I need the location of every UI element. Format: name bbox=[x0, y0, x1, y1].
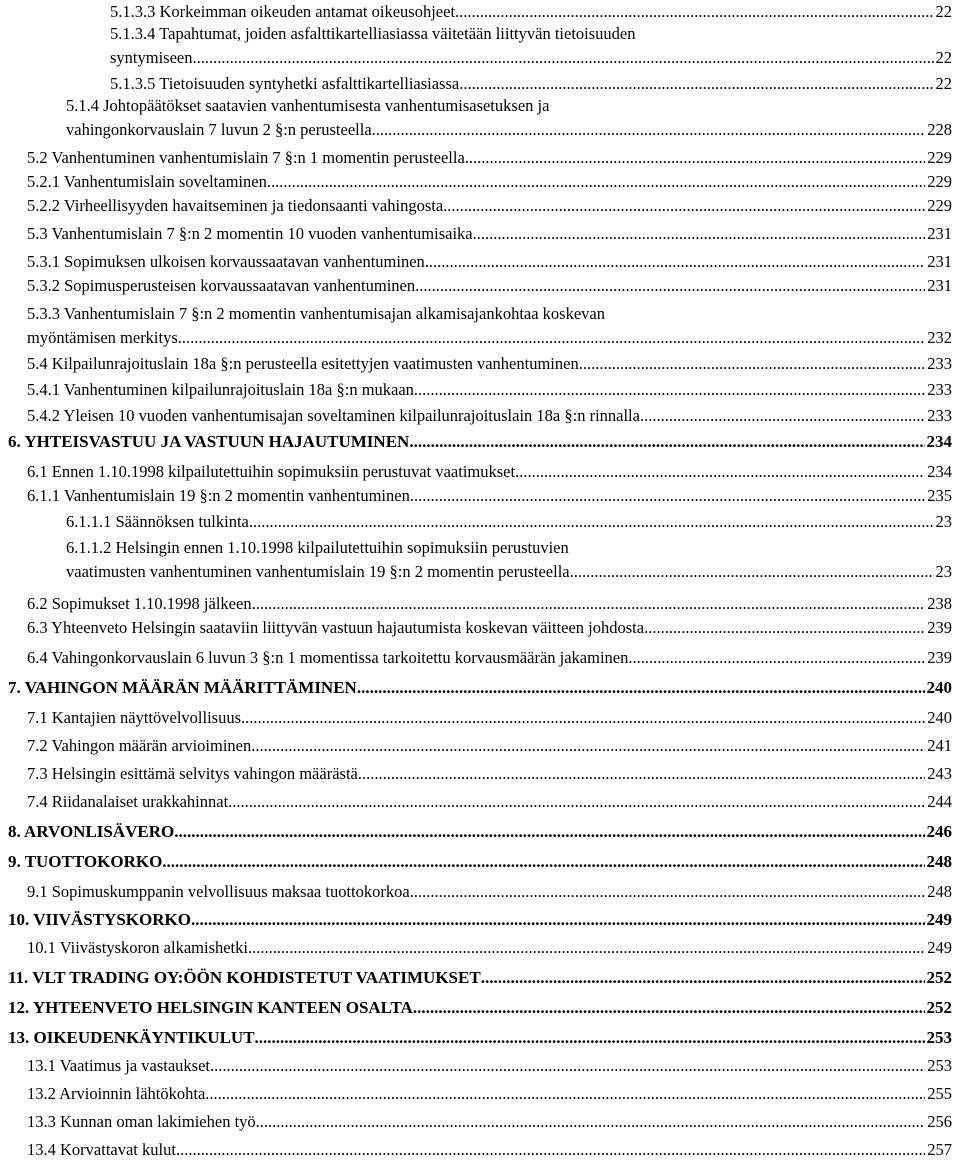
toc-entry[interactable] bbox=[27, 404, 952, 428]
toc-entry-page-number: 249 bbox=[927, 938, 952, 957]
toc-entry-page-number: 248 bbox=[927, 882, 952, 901]
dot-leader bbox=[255, 1026, 925, 1050]
toc-entry-title: 5.1.3.3 Korkeimman oikeuden antamat oikeusohjeet bbox=[110, 2, 456, 21]
toc-entry[interactable] bbox=[27, 378, 952, 402]
dot-leader bbox=[515, 460, 925, 484]
toc-entry[interactable] bbox=[8, 850, 952, 874]
toc-entry-page-number: 231 bbox=[927, 224, 952, 243]
toc-entry-title: 5.3.1 Sopimuksen ulkoisen korvaussaatavan vanhentuminen bbox=[27, 252, 425, 271]
dot-leader bbox=[228, 790, 925, 814]
toc-entry-page-number: 234 bbox=[926, 432, 952, 451]
dot-leader bbox=[210, 1054, 925, 1078]
toc-entry[interactable] bbox=[27, 1054, 952, 1078]
toc-entry-title: 6.1.1 Vanhentumislain 19 §:n 2 momentin vanhentuminen bbox=[27, 486, 410, 505]
toc-entry-title: 6.1 Ennen 1.10.1998 kilpailutettuihin sopimuksiin perustuvat vaatimukset bbox=[27, 462, 516, 481]
toc-entry[interactable] bbox=[27, 1138, 952, 1162]
toc-entry-page-number: 231 bbox=[927, 252, 952, 271]
toc-entry-title: 6.4 Vahingonkorvauslain 6 luvun 3 §:n 1 momentissa tarkoitettu korvausmäärän jakaminen bbox=[27, 648, 629, 667]
dot-leader bbox=[252, 592, 926, 616]
toc-entry-title: 5.4.2 Yleisen 10 vuoden vanhentumisajan soveltaminen kilpailunrajoituslain 18a §:n rinnalla bbox=[27, 406, 640, 425]
dot-leader bbox=[628, 646, 925, 670]
dot-leader bbox=[410, 484, 925, 508]
dot-leader bbox=[372, 118, 926, 142]
dot-leader bbox=[176, 1138, 925, 1162]
dot-leader bbox=[256, 1110, 926, 1134]
toc-entry-page-number: 239 bbox=[927, 618, 952, 637]
toc-entry[interactable] bbox=[66, 94, 952, 142]
toc-entry-title: 13.1 Vaatimus ja vastaukset bbox=[27, 1056, 210, 1075]
toc-entry-title: 5.3.3 Vanhentumislain 7 §:n 2 momentin vanhentumisajan alkamisajankohtaa koskevan bbox=[27, 304, 605, 323]
toc-entry-title: vahingonkorvauslain 7 luvun 2 §:n perusteella bbox=[66, 120, 372, 139]
toc-entry-title: 9. TUOTTOKORKO bbox=[8, 852, 163, 871]
toc-entry-title: 13.4 Korvattavat kulut bbox=[27, 1140, 176, 1159]
toc-entry[interactable] bbox=[8, 996, 952, 1020]
dot-leader bbox=[249, 510, 934, 534]
toc-entry-title: 10.1 Viivästyskoron alkamishetki bbox=[27, 938, 248, 957]
toc-entry[interactable] bbox=[27, 734, 952, 758]
toc-entry[interactable] bbox=[27, 460, 952, 484]
toc-entry[interactable] bbox=[110, 72, 952, 96]
toc-entry-page-number: 238 bbox=[927, 594, 952, 613]
toc-entry-title: 5.4.1 Vanhentuminen kilpailunrajoituslain 18a §:n mukaan bbox=[27, 380, 414, 399]
toc-entry-page-number: 229 bbox=[927, 148, 952, 167]
dot-leader bbox=[357, 676, 925, 700]
toc-entry-page-number: 240 bbox=[926, 678, 952, 697]
toc-entry-title: 13. OIKEUDENKÄYNTIKULUT bbox=[8, 1028, 255, 1047]
toc-entry[interactable] bbox=[66, 510, 952, 534]
toc-entry-title: 11. VLT TRADING OY:ÖÖN KOHDISTETUT VAATIMUKSET bbox=[8, 968, 481, 987]
toc-entry[interactable] bbox=[27, 880, 952, 904]
toc-entry-title: vaatimusten vanhentuminen vanhentumislain 19 §:n 2 momentin perusteella bbox=[66, 562, 570, 581]
dot-leader bbox=[579, 352, 926, 376]
dot-leader bbox=[410, 880, 926, 904]
toc-entry-page-number: 255 bbox=[927, 1084, 952, 1103]
dot-leader bbox=[174, 820, 924, 844]
toc-entry[interactable] bbox=[27, 250, 952, 274]
toc-entry-title: 5.3.2 Sopimusperusteisen korvaussaatavan vanhentuminen bbox=[27, 276, 416, 295]
toc-entry-page-number: 233 bbox=[927, 380, 952, 399]
toc-entry-page-number: 253 bbox=[927, 1056, 952, 1075]
toc-entry-page-number: 23 bbox=[935, 512, 952, 531]
dot-leader bbox=[455, 0, 933, 24]
toc-entry[interactable] bbox=[27, 302, 952, 350]
toc-entry-title: 10. VIIVÄSTYSKORKO bbox=[8, 910, 191, 929]
toc-entry-title: 5.1.4 Johtopäätökset saatavien vanhentumisesta vanhentumisasetuksen ja bbox=[66, 96, 550, 115]
toc-entry-title: 13.3 Kunnan oman lakimiehen työ bbox=[27, 1112, 256, 1131]
toc-entry[interactable] bbox=[27, 484, 952, 508]
toc-entry-page-number: 229 bbox=[927, 196, 952, 215]
dot-leader bbox=[358, 762, 925, 786]
toc-entry-page-number: 241 bbox=[927, 736, 952, 755]
toc-entry-page-number: 234 bbox=[927, 462, 952, 481]
toc-entry[interactable] bbox=[27, 762, 952, 786]
toc-entry-page-number: 23 bbox=[935, 562, 952, 581]
toc-entry-title: 7.1 Kantajien näyttövelvollisuus bbox=[27, 708, 242, 727]
toc-entry[interactable] bbox=[27, 790, 952, 814]
dot-leader bbox=[425, 250, 925, 274]
toc-entry-page-number: 231 bbox=[927, 276, 952, 295]
toc-entry-title: 12. YHTEENVETO HELSINGIN KANTEEN OSALTA bbox=[8, 998, 413, 1017]
toc-entry[interactable] bbox=[110, 0, 952, 24]
toc-entry[interactable] bbox=[27, 222, 952, 246]
toc-entry[interactable] bbox=[27, 274, 952, 298]
toc-entry-page-number: 244 bbox=[927, 792, 952, 811]
toc-entry-page-number: 229 bbox=[927, 172, 952, 191]
dot-leader bbox=[413, 996, 925, 1020]
dot-leader bbox=[205, 1082, 925, 1106]
toc-entry-page-number: 228 bbox=[927, 120, 952, 139]
toc-entry-page-number: 22 bbox=[935, 48, 952, 67]
dot-leader bbox=[465, 146, 925, 170]
dot-leader bbox=[644, 616, 925, 640]
dot-leader bbox=[251, 734, 925, 758]
toc-entry[interactable] bbox=[27, 352, 952, 376]
dot-leader bbox=[191, 908, 925, 932]
toc-entry-page-number: 257 bbox=[927, 1140, 952, 1159]
toc-entry[interactable] bbox=[8, 820, 952, 844]
dot-leader bbox=[162, 850, 924, 874]
toc-entry[interactable] bbox=[27, 646, 952, 670]
toc-entry-page-number: 246 bbox=[926, 822, 952, 841]
toc-entry[interactable] bbox=[27, 1110, 952, 1134]
toc-entry-page-number: 249 bbox=[926, 910, 952, 929]
toc-entry-title: 7.3 Helsingin esittämä selvitys vahingon määrästä bbox=[27, 764, 358, 783]
toc-entry-page-number: 240 bbox=[927, 708, 952, 727]
toc-entry-title: 7.2 Vahingon määrän arvioiminen bbox=[27, 736, 252, 755]
toc-entry-title: 6.2 Sopimukset 1.10.1998 jälkeen bbox=[27, 594, 252, 613]
toc-entry-title: 13.2 Arvioinnin lähtökohta bbox=[27, 1084, 206, 1103]
dot-leader bbox=[267, 170, 925, 194]
dot-leader bbox=[178, 326, 925, 350]
dot-leader bbox=[248, 936, 925, 960]
toc-entry-title: 6.1.1.2 Helsingin ennen 1.10.1998 kilpailutettuihin sopimuksiin perustuvien bbox=[66, 538, 569, 557]
toc-entry-page-number: 233 bbox=[927, 406, 952, 425]
toc-entry[interactable] bbox=[8, 908, 952, 932]
toc-entry-page-number: 22 bbox=[935, 2, 952, 21]
toc-entry[interactable] bbox=[8, 966, 952, 990]
dot-leader bbox=[414, 378, 925, 402]
toc-entry-page-number: 252 bbox=[926, 968, 952, 987]
toc-entry[interactable] bbox=[27, 170, 952, 194]
toc-entry-title: 6. YHTEISVASTUU JA VASTUUN HAJAUTUMINEN bbox=[8, 432, 410, 451]
toc-entry-title: 8. ARVONLISÄVERO bbox=[8, 822, 175, 841]
dot-leader bbox=[415, 274, 925, 298]
dot-leader bbox=[193, 46, 934, 70]
toc-entry[interactable] bbox=[8, 676, 952, 700]
toc-entry-title: 5.1.3.4 Tapahtumat, joiden asfalttikartelliasiassa väitetään liittyvän tietoisuuden bbox=[110, 24, 636, 43]
toc-entry-title: 5.3 Vanhentumislain 7 §:n 2 momentin 10 vuoden vanhentumisaika bbox=[27, 224, 473, 243]
dot-leader bbox=[640, 404, 925, 428]
toc-entry-title: 7.4 Riidanalaiset urakkahinnat bbox=[27, 792, 229, 811]
toc-entry-title: 5.2.2 Virheellisyyden havaitseminen ja tiedonsaanti vahingosta bbox=[27, 196, 444, 215]
toc-entry-title: 5.2.1 Vanhentumislain soveltaminen bbox=[27, 172, 267, 191]
toc-entry-title: myöntämisen merkitys bbox=[27, 328, 178, 347]
toc-entry-page-number: 235 bbox=[927, 486, 952, 505]
toc-entry[interactable] bbox=[27, 146, 952, 170]
dot-leader bbox=[473, 222, 926, 246]
toc-entry[interactable] bbox=[8, 1026, 952, 1050]
toc-entry-page-number: 256 bbox=[927, 1112, 952, 1131]
toc-entry-title: 6.3 Yhteenveto Helsingin saataviin liittyvän vastuun hajautumista koskevan väitteen johdosta bbox=[27, 618, 645, 637]
toc-entry-title: 5.4 Kilpailunrajoituslain 18a §:n perusteella esitettyjen vaatimusten vanhentuminen bbox=[27, 354, 579, 373]
dot-leader bbox=[459, 72, 933, 96]
dot-leader bbox=[570, 560, 934, 584]
toc-entry-title: 5.2 Vanhentuminen vanhentumislain 7 §:n 1 momentin perusteella bbox=[27, 148, 465, 167]
toc-entry-page-number: 253 bbox=[926, 1028, 952, 1047]
toc-entry-title: syntymiseen bbox=[110, 48, 193, 67]
toc-entry-page-number: 233 bbox=[927, 354, 952, 373]
toc-entry[interactable] bbox=[27, 592, 952, 616]
toc-entry-title: 9.1 Sopimuskumppanin velvollisuus maksaa tuottokorkoa bbox=[27, 882, 410, 901]
toc-entry-title: 5.1.3.5 Tietoisuuden syntyhetki asfalttikartelliasiassa bbox=[110, 74, 460, 93]
dot-leader bbox=[409, 430, 924, 454]
toc-entry[interactable] bbox=[27, 936, 952, 960]
toc-entry-page-number: 252 bbox=[926, 998, 952, 1017]
toc-entry[interactable] bbox=[110, 22, 952, 70]
toc-entry-page-number: 232 bbox=[927, 328, 952, 347]
dot-leader bbox=[241, 706, 925, 730]
toc-entry-page-number: 239 bbox=[927, 648, 952, 667]
dot-leader bbox=[481, 966, 925, 990]
toc-entry-page-number: 22 bbox=[935, 74, 952, 93]
toc-entry[interactable] bbox=[27, 194, 952, 218]
toc-entry-title: 7. VAHINGON MÄÄRÄN MÄÄRITTÄMINEN bbox=[8, 678, 357, 697]
dot-leader bbox=[443, 194, 925, 218]
toc-entry[interactable] bbox=[27, 1082, 952, 1106]
toc-entry[interactable] bbox=[8, 430, 952, 454]
toc-entry-page-number: 243 bbox=[927, 764, 952, 783]
toc-entry-page-number: 248 bbox=[926, 852, 952, 871]
toc-entry[interactable] bbox=[27, 616, 952, 640]
toc-entry[interactable] bbox=[66, 536, 952, 584]
toc-entry[interactable] bbox=[27, 706, 952, 730]
toc-entry-title: 6.1.1.1 Säännöksen tulkinta bbox=[66, 512, 249, 531]
